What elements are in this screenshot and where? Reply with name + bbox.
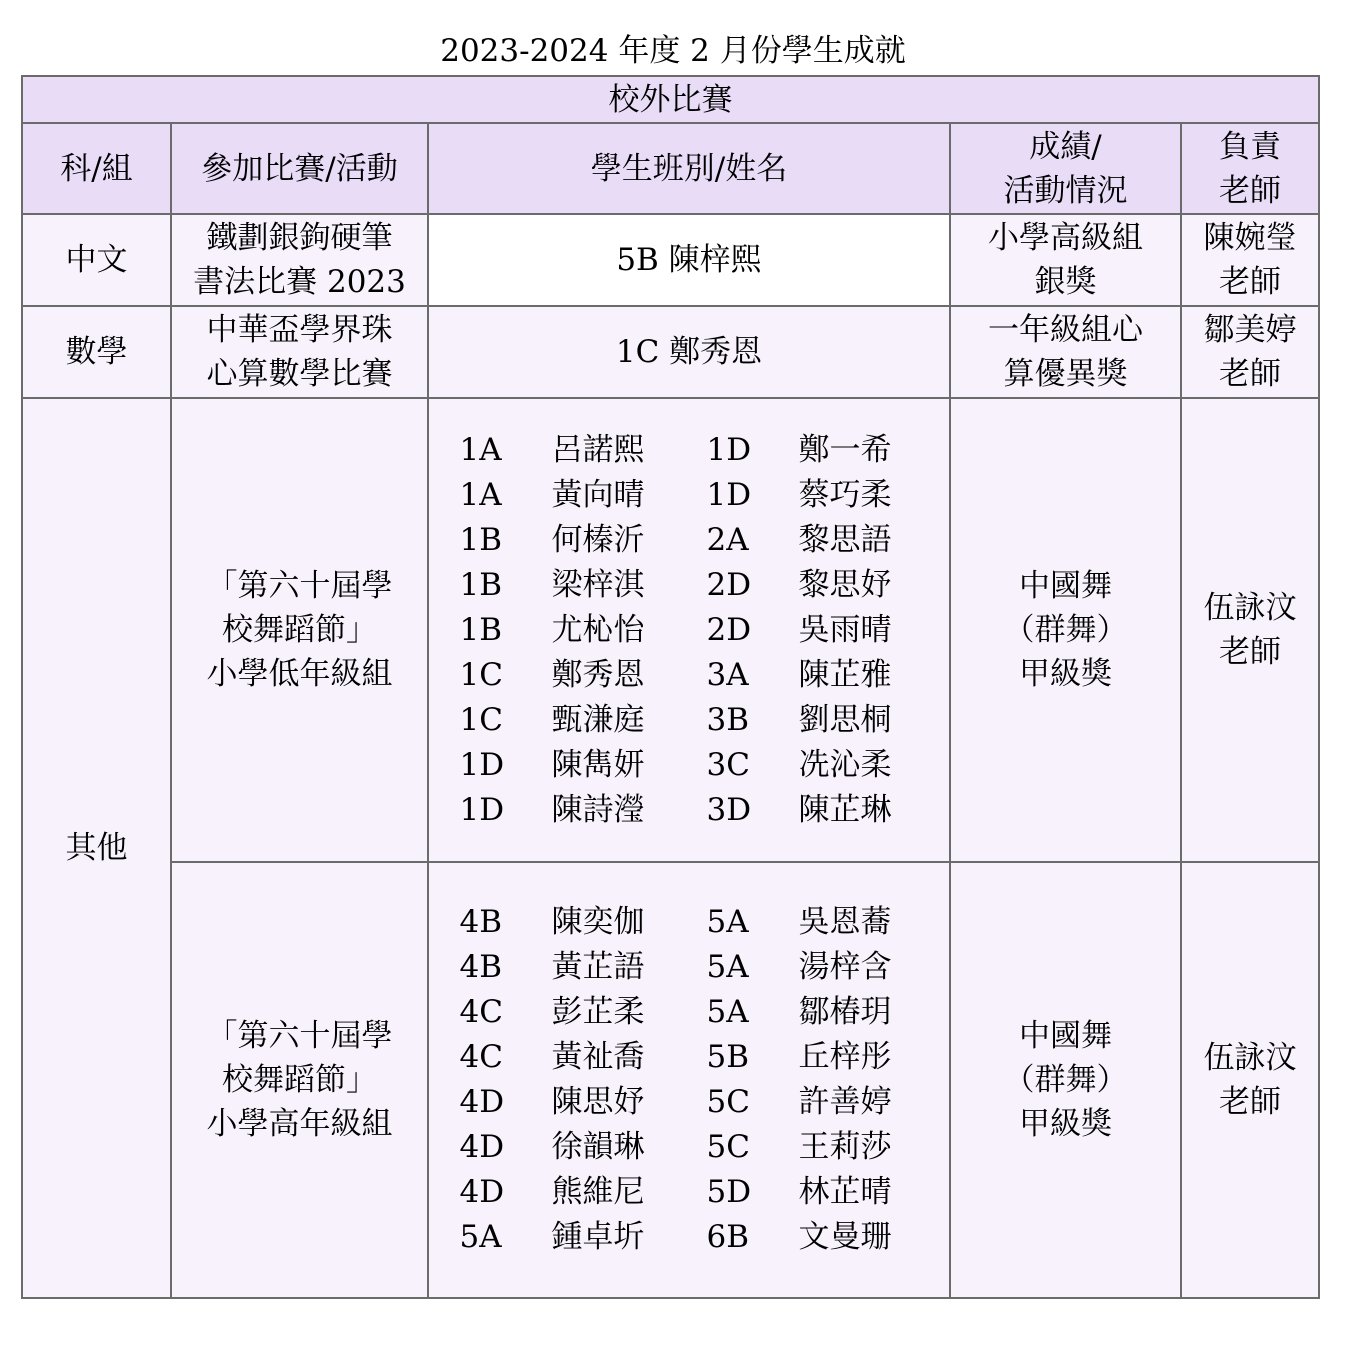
table-row-math — [22, 306, 1319, 398]
student-name: 陳思妤 — [551, 1084, 645, 1120]
student-class: 1C — [459, 656, 503, 693]
student-class: 3C — [706, 746, 750, 783]
student-name: 陳奕伽 — [551, 904, 645, 940]
header-result-line2: 活動情況 — [1003, 172, 1128, 209]
student-class: 3B — [706, 701, 750, 738]
student-name: 甄溓庭 — [551, 701, 645, 738]
student-class: 4D — [459, 1129, 505, 1165]
competition-line: 「第六十屆學 — [206, 1018, 393, 1054]
student-name: 黃祉喬 — [551, 1039, 645, 1075]
student-name: 文曼珊 — [798, 1219, 892, 1255]
student-name: 冼沁柔 — [798, 746, 892, 783]
student-class: 1B — [459, 521, 503, 558]
teacher-line: 伍詠汶 — [1203, 1040, 1297, 1076]
student-class: 1D — [706, 431, 752, 468]
competition-line: 中華盃學界珠 — [206, 312, 393, 348]
header-teacher — [1181, 123, 1319, 214]
student-name: 吳雨晴 — [798, 611, 892, 648]
result-line: 中國舞 — [1019, 1018, 1112, 1054]
section-header-row — [22, 76, 1319, 123]
subject-cell: 數學 — [22, 306, 171, 398]
student-class: 2D — [706, 566, 752, 603]
student-class: 1D — [459, 791, 505, 828]
competition-line: 校舞蹈節」 — [222, 1062, 377, 1098]
teacher-line: 老師 — [1219, 634, 1282, 670]
student-name: 許善婷 — [798, 1084, 892, 1120]
teacher-cell — [1181, 306, 1319, 398]
student-name: 黎思妤 — [798, 566, 892, 603]
student-name: 彭芷柔 — [551, 994, 645, 1030]
student-class: 4D — [459, 1084, 505, 1120]
teacher-line: 鄒美婷 — [1203, 312, 1297, 348]
page-title: 2023-2024 年度 2 月份學生成就 — [440, 33, 906, 69]
competition-cell — [171, 398, 428, 862]
student-class: 1D — [706, 476, 752, 513]
header-students: 學生班別/姓名 — [428, 123, 950, 214]
header-competition: 參加比賽/活動 — [171, 123, 428, 214]
student-class: 1C — [459, 701, 503, 738]
student-class: 4B — [459, 949, 503, 985]
competition-line: 「第六十屆學 — [206, 568, 393, 604]
student-class: 4C — [459, 994, 503, 1030]
student-class: 4B — [459, 904, 503, 940]
student-name: 何榛沂 — [551, 521, 645, 558]
teacher-cell — [1181, 398, 1319, 862]
student-name: 陳芷琳 — [798, 791, 892, 828]
student-names-grid — [429, 428, 949, 833]
achievements-table — [21, 75, 1320, 1299]
student-class: 3D — [706, 791, 752, 828]
student-class: 5A — [706, 994, 749, 1030]
student-class: 5B — [706, 1039, 750, 1075]
result-line: 甲級獎 — [1019, 656, 1112, 692]
result-cell — [950, 398, 1181, 862]
teacher-line: 伍詠汶 — [1203, 590, 1297, 626]
competition-cell — [171, 306, 428, 398]
header-teacher-line1: 負責 — [1219, 128, 1282, 165]
student-names-grid — [429, 900, 949, 1260]
result-line: 算優異獎 — [1003, 356, 1128, 392]
teacher-cell — [1181, 862, 1319, 1298]
students-cell: 1C 鄭秀恩 — [428, 306, 950, 398]
student-name: 鄒椿玥 — [798, 994, 892, 1030]
student-name: 吳恩蕎 — [798, 904, 892, 940]
header-teacher-line2: 老師 — [1219, 172, 1282, 209]
teacher-line: 老師 — [1219, 264, 1282, 300]
student-class: 1D — [459, 746, 505, 783]
student-name: 陳詩瀅 — [551, 791, 645, 828]
result-line: 甲級獎 — [1019, 1106, 1112, 1142]
competition-line: 校舞蹈節」 — [222, 612, 377, 648]
student-class: 1B — [459, 566, 503, 603]
student-class: 4D — [459, 1174, 505, 1210]
students-cell: 5B 陳梓熙 — [428, 214, 950, 306]
student-class: 1A — [459, 431, 502, 468]
competition-line: 心算數學比賽 — [206, 356, 393, 392]
table-row-dance-lower — [22, 398, 1319, 862]
subject-cell-other: 其他 — [22, 398, 171, 1298]
result-line: （群舞） — [1003, 1062, 1128, 1098]
student-name: 鄭一希 — [798, 431, 892, 468]
competition-cell — [171, 862, 428, 1298]
header-result — [950, 123, 1181, 214]
result-line: （群舞） — [1003, 612, 1128, 648]
subject-cell: 中文 — [22, 214, 171, 306]
student-name: 丘梓彤 — [798, 1039, 892, 1075]
student-class: 5C — [706, 1129, 750, 1165]
student-class: 4C — [459, 1039, 503, 1075]
student-name: 陳芷雅 — [798, 656, 892, 693]
competition-line: 書法比賽 2023 — [193, 264, 406, 300]
student-name: 陳雋妍 — [551, 746, 645, 783]
student-name: 尤杺怡 — [551, 611, 645, 648]
student-class: 5D — [706, 1174, 752, 1210]
table-row-dance-upper — [22, 862, 1319, 1298]
result-cell — [950, 862, 1181, 1298]
student-name: 鄭秀恩 — [551, 656, 645, 693]
result-line: 中國舞 — [1019, 568, 1112, 604]
student-class: 5C — [706, 1084, 750, 1120]
teacher-cell — [1181, 214, 1319, 306]
student-name: 劉思桐 — [798, 701, 892, 738]
student-class: 5A — [706, 904, 749, 940]
student-name: 王莉莎 — [798, 1129, 892, 1165]
teacher-line: 老師 — [1219, 356, 1282, 392]
result-line: 小學高級組 — [988, 220, 1143, 256]
competition-line: 小學高年級組 — [206, 1106, 393, 1142]
result-cell — [950, 306, 1181, 398]
students-cell — [428, 398, 950, 862]
header-subject: 科/組 — [22, 123, 171, 214]
competition-cell — [171, 214, 428, 306]
student-class: 5A — [706, 949, 749, 985]
student-name: 黃芷語 — [551, 949, 645, 985]
table-row-chinese — [22, 214, 1319, 306]
section-title: 校外比賽 — [22, 76, 1319, 123]
student-name: 徐韻琳 — [551, 1129, 645, 1165]
student-class: 2D — [706, 611, 752, 648]
student-class: 3A — [706, 656, 749, 693]
student-name: 湯梓含 — [798, 949, 892, 985]
student-class: 5A — [459, 1219, 502, 1255]
student-name: 鍾卓圻 — [551, 1219, 645, 1255]
student-class: 2A — [706, 521, 749, 558]
student-name: 蔡巧柔 — [798, 476, 892, 513]
student-name: 林芷晴 — [798, 1174, 892, 1210]
result-cell — [950, 214, 1181, 306]
student-name: 呂諾熙 — [551, 431, 645, 468]
student-name: 梁梓淇 — [551, 566, 645, 603]
student-class: 1A — [459, 476, 502, 513]
teacher-line: 陳婉瑩 — [1203, 220, 1297, 256]
student-name: 熊維尼 — [551, 1174, 645, 1210]
header-result-line1: 成績/ — [1029, 128, 1102, 165]
student-class: 1B — [459, 611, 503, 648]
teacher-line: 老師 — [1219, 1084, 1282, 1120]
column-header-row — [22, 123, 1319, 214]
result-line: 一年級組心 — [988, 312, 1143, 348]
result-line: 銀獎 — [1034, 264, 1097, 300]
students-cell — [428, 862, 950, 1298]
student-name: 黃向晴 — [551, 476, 645, 513]
competition-line: 小學低年級組 — [206, 656, 393, 692]
student-class: 6B — [706, 1219, 750, 1255]
competition-line: 鐵劃銀鉤硬筆 — [206, 220, 393, 256]
student-name: 黎思語 — [798, 521, 892, 558]
